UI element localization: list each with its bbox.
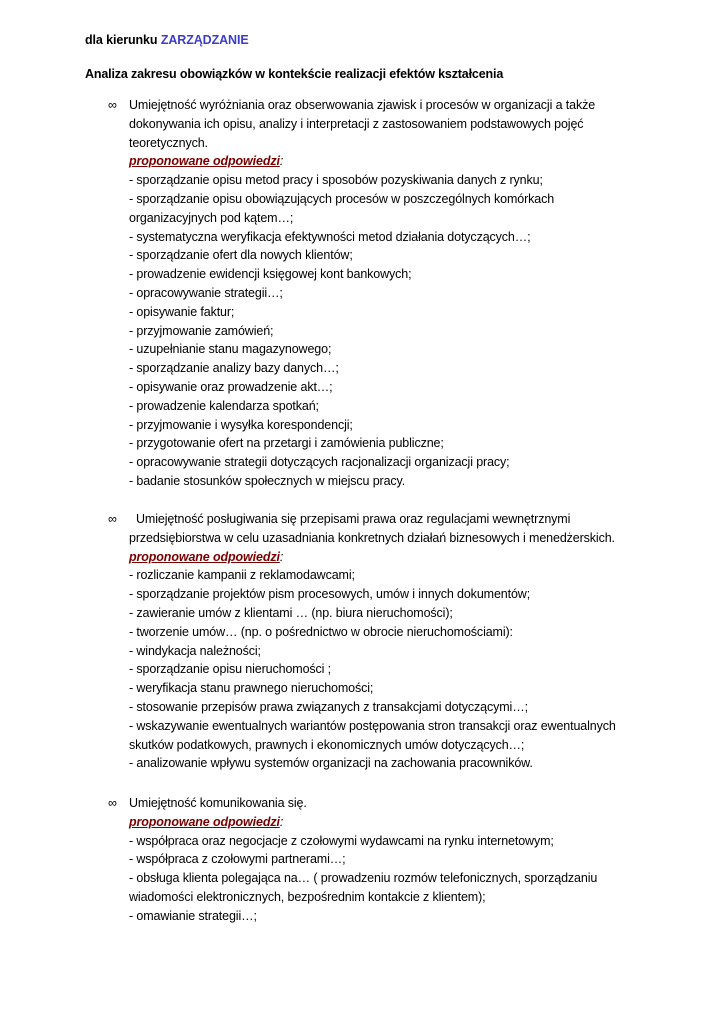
answer-line: - wskazywanie ewentualnych wariantów postępowania stron transakcji oraz ewentualnych [129, 718, 616, 733]
proposed-answers-text: proponowane odpowiedzi [129, 154, 280, 169]
answer-line: - badanie stosunków społecznych w miejscu pracy. [129, 474, 406, 488]
section-heading-line: Umiejętność komunikowania się. [129, 796, 307, 810]
section-heading-line: teoretycznych. [129, 135, 208, 150]
proposed-answers-text: proponowane odpowiedzi [129, 814, 280, 829]
answer-line: skutków podatkowych, prawnych i ekonomicznych umów dotyczących…; [129, 737, 525, 752]
answer-line: - sporządzanie opisu metod pracy i sposobów pozyskiwania danych z rynku; [129, 173, 543, 188]
answer-line: - opisywanie faktur; [129, 304, 235, 319]
answer-line: - sporządzanie projektów pism procesowych, umów i innych dokumentów; [129, 587, 531, 602]
answer-line: - windykacja należności; [129, 643, 261, 658]
answer-line: - tworzenie umów… (np. o pośrednictwo w obrocie nieruchomościami): [129, 624, 513, 639]
answer-line: - sporządzanie opisu obowiązujących procesów w poszczególnych komórkach [129, 192, 555, 206]
answer-line: - przyjmowanie i wysyłka korespondencji; [129, 417, 353, 432]
answer-line: - sporządzanie ofert dla nowych klientów; [129, 248, 353, 263]
answer-line: - opracowywanie strategii dotyczących racjonalizacji organizacji pracy; [129, 455, 510, 470]
answer-line: - weryfikacja stanu prawnego nieruchomości; [129, 681, 374, 696]
proposed-answers-colon: : [279, 814, 284, 829]
answer-line: - opisywanie oraz prowadzenie akt…; [129, 380, 333, 394]
answer-line: - współpraca z czołowymi partnerami…; [129, 852, 346, 867]
document-title: Analiza zakresu obowiązków w kontekście realizacji efektów kształcenia [85, 67, 504, 81]
answer-line: - omawianie strategii…; [129, 908, 257, 923]
proposed-answers-colon: : [279, 154, 284, 169]
bullet-symbol: ∞ [108, 98, 117, 112]
proposed-answers-colon: : [279, 549, 284, 564]
answer-line: - przyjmowanie zamówień; [129, 323, 274, 338]
answer-line: - uzupełnianie stanu magazynowego; [129, 342, 332, 357]
answer-line: - analizowanie wpływu systemów organizacji na zachowania pracowników. [129, 756, 533, 771]
section-heading-line: Umiejętność wyróżniania oraz obserwowania zjawisk i procesów w organizacji a także [129, 98, 596, 112]
proposed-answers-label [129, 548, 283, 567]
answer-line: - współpraca oraz negocjacje z czołowymi wydawcami na rynku internetowym; [129, 833, 554, 848]
answer-line: - prowadzenie kalendarza spotkań; [129, 398, 319, 413]
field-name: ZARZĄDZANIE [160, 33, 249, 47]
answer-line: - systematyczna weryfikacja efektywności metod działania dotyczących…; [129, 229, 531, 244]
proposed-answers-label [129, 813, 283, 832]
section-heading-line: dokonywania ich opisu, analizy i interpretacji z zastosowaniem podstawowych pojęć [129, 116, 584, 131]
answer-line: - sporządzanie opisu nieruchomości ; [129, 662, 332, 677]
answer-line: - rozliczanie kampanii z reklamodawcami; [129, 568, 355, 583]
answer-line: - przygotowanie ofert na przetargi i zamówienia publiczne; [129, 436, 444, 451]
proposed-answers-text: proponowane odpowiedzi [129, 549, 280, 564]
answer-line: - sporządzanie analizy bazy danych…; [129, 361, 339, 376]
answer-line: - opracowywanie strategii…; [129, 286, 283, 300]
answer-line: - stosowanie przepisów prawa związanych z transakcjami dotyczącymi…; [129, 700, 528, 714]
field-of-study-heading [85, 33, 249, 47]
answer-line: wiadomości elektronicznych, bezpośrednim kontakcie z klientem); [129, 890, 486, 904]
answer-line: - prowadzenie ewidencji księgowej kont bankowych; [129, 267, 412, 282]
bullet-symbol: ∞ [108, 512, 117, 526]
answer-line: - zawieranie umów z klientami … (np. biura nieruchomości); [129, 606, 453, 620]
answer-line: - obsługa klienta polegająca na… ( prowadzeniu rozmów telefonicznych, sporządzaniu [129, 871, 598, 886]
field-prefix: dla kierunku [85, 33, 161, 47]
section-heading-line: Umiejętność posługiwania się przepisami prawa oraz regulacjami wewnętrznymi [136, 512, 571, 526]
bullet-symbol: ∞ [108, 796, 117, 810]
section-heading-line: przedsiębiorstwa w celu uzasadniania konkretnych działań biznesowych i menedżerskich. [129, 530, 615, 545]
proposed-answers-label [129, 152, 283, 171]
answer-line: organizacyjnych pod kątem…; [129, 210, 294, 225]
